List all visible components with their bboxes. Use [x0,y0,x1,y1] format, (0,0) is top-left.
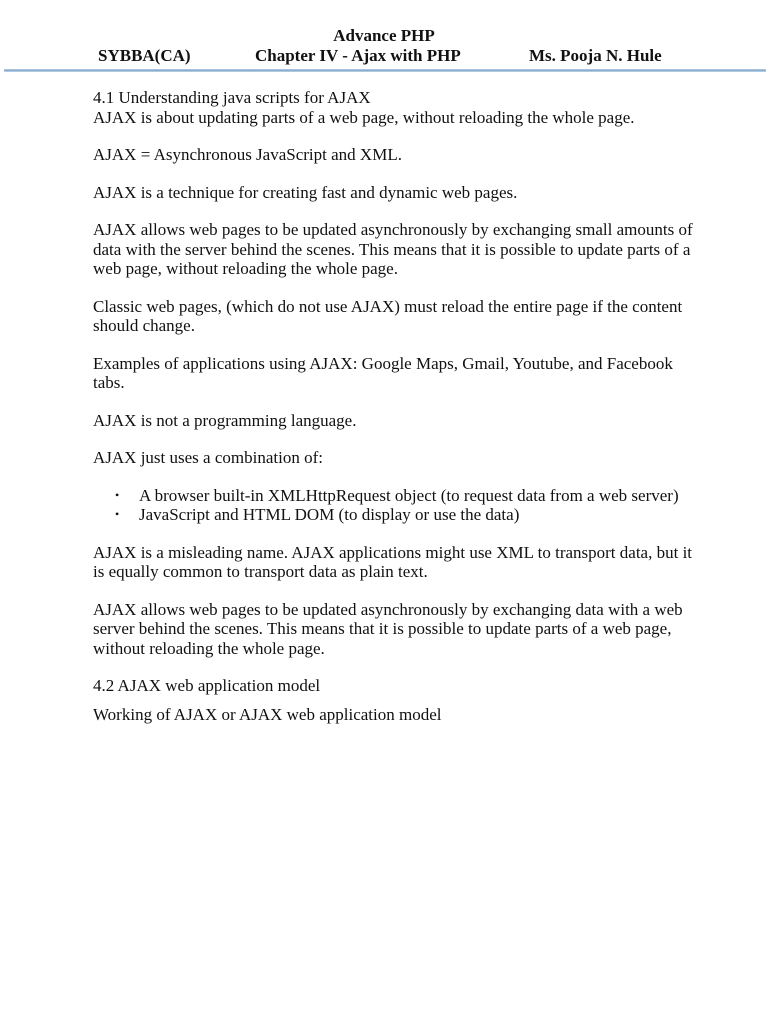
header-chapter: Chapter IV - Ajax with PHP [255,46,461,65]
paragraph: AJAX = Asynchronous JavaScript and XML. [93,145,402,164]
header-course: SYBBA(CA) [98,46,191,65]
list-item-text: A browser built-in XMLHttpRequest object (to request data from a web server) [139,485,679,505]
section-heading-4-2: 4.2 AJAX web application model [93,676,321,695]
section-heading-4-1: 4.1 Understanding java scripts for AJAX [93,88,371,107]
list-item [115,485,693,506]
header-title: Advance PHP [333,26,435,45]
paragraph: Classic web pages, (which do not use AJAX) must reload the entire page if the content should change. [93,296,683,335]
paragraph: AJAX is about updating parts of a web page, without reloading the whole page. [93,107,635,127]
bullet-icon: • [115,487,120,502]
bullet-list [93,486,693,525]
list-item-text: JavaScript and HTML DOM (to display or use the data) [139,505,520,524]
header-divider [4,69,766,72]
paragraph: AJAX is a technique for creating fast and dynamic web pages. [93,182,518,202]
paragraph: AJAX is not a programming language. [93,410,357,430]
paragraph: Examples of applications using AJAX: Google Maps, Gmail, Youtube, and Facebook tabs. [93,353,673,392]
header-row [0,46,768,66]
paragraph: AJAX is a misleading name. AJAX applications might use XML to transport data, but it is equally common to transport data as plain text. [93,542,693,581]
document-body [93,88,693,742]
paragraph: AJAX just uses a combination of: [93,448,323,467]
paragraph: Working of AJAX or AJAX web application model [93,704,442,724]
bullet-icon: • [115,507,120,521]
paragraph: AJAX allows web pages to be updated asynchronously by exchanging small amounts of data with the server behind the scenes. This means that it is possible to update parts of a web page, without reloading the whole page. [93,220,693,278]
header-author: Ms. Pooja N. Hule [529,46,662,65]
list-item [115,505,693,525]
paragraph: AJAX allows web pages to be updated asynchronously by exchanging data with a web server behind the scenes. This means that it is possible to update parts of a web page, without reloading the whole page. [93,599,683,658]
